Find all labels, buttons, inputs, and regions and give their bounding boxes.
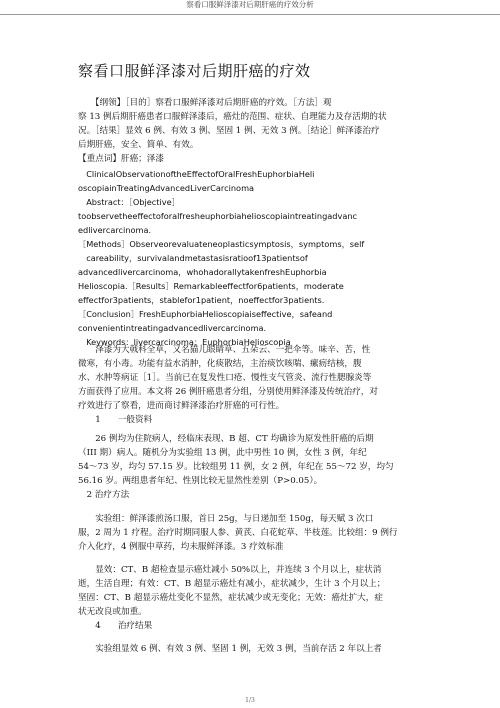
intro-line: 微寒，有小毒。功能有益水消肿，化痰散结，主治痰饮咳喘、瘰疬结核，腹: [78, 359, 362, 369]
abstract-en-line: effectfor3patients，stablefor1patient，noeffectfor3patients.: [78, 295, 325, 305]
section2-line: 服，2 周为 1 疗程。治疗时期同服人参、黄芪、白花蛇草、半枝莲。比较组：9 例行: [78, 528, 398, 538]
abstract-en-line: Abstract：［Objective］: [78, 197, 180, 207]
page-number: 1/3: [245, 697, 255, 704]
abstract-en-line: ［Conclusion］FreshEuphorbiaHelioscopiaiseffective，safeand: [78, 309, 333, 319]
intro-line: 水、水肿等病证［1］。当前已在复发性口疮、慢性支气管炎、流行性腮腺炎等: [78, 373, 372, 383]
abstract-en: [78, 167, 423, 349]
abstract-en-line: convenientintreatingadvancedlivercarcinoma.: [78, 323, 267, 333]
abstract-en-line: Helioscopia.［Results］Remarkableeffectfor6patients，moderate: [78, 281, 344, 291]
abstract-en-line: ClinicalObservationoftheEffectofOralFreshEuphorbiaHeli: [78, 169, 315, 179]
abstract-cn-line: 察 13 例后期肝癌患者口服鲜泽漆后，癌灶的范围、症状、自理能力及存活期的状: [78, 112, 387, 122]
section3-line: 显效：CT、B 超检查显示癌灶减小 50%以上，并连续 3 个月以上，症状消: [78, 565, 382, 575]
intro-line: 方面获得了应用。本文将 26 例肝癌患者分组，分别使用鲜泽漆及传统治疗，对: [78, 387, 378, 397]
intro-line: 泽漆为大戟科全草，又名猫儿眼睛草、五朵云、一把伞等。味辛、苦，性: [78, 345, 371, 355]
section2-line: 实验组：鲜泽漆煎汤口服，首日 25g，与日递加至 150g，每天赋 3 次口: [78, 514, 374, 524]
keywords-en: Keywords：livercarcinoma；EuphorbiaHelioscopia: [78, 337, 291, 347]
section-results: [78, 642, 423, 656]
section1-line: 26 例均为住院病人，经临床表现、B 超、CT 均确诊为原发性肝癌的后期: [78, 434, 374, 444]
abstract-en-line: edlivercarcinoma.: [78, 225, 152, 235]
section-general-data: [78, 432, 423, 502]
abstract-cn-line: 后期肝癌，安全、简单、有效。: [78, 140, 199, 150]
section-heading-general: 1 一般资料: [78, 415, 153, 425]
abstract-cn: [78, 96, 423, 166]
section3-line: 逝，生活自理；有效：CT、B 超显示癌灶有减小，症状减少，生计 3 个月以上；: [78, 579, 386, 589]
section3-line: 坚固：CT、B 超显示癌灶变化不显然，症状减少或无变化；无效：癌灶扩大，症: [78, 593, 383, 603]
abstract-en-line: toobservetheeffectoforalfresheuphorbiahelioscopiaintreatingadvanc: [78, 211, 358, 221]
abstract-en-line: careability，survivalandmetastasisratioof13patientsof: [78, 253, 308, 263]
section1-line: 54～73 岁，均匀 57.15 岁。比较组男 11 例，女 2 例，年纪在 55～72 岁，均匀: [78, 462, 394, 472]
section-heading-results: 4 治疗结果: [78, 621, 153, 631]
section2-line: 介入化疗，4 例服中草药，均未服鲜泽漆。3 疗效标准: [78, 542, 284, 552]
abstract-cn-line: 【纲领】［目的］察看口服鲜泽漆对后期肝癌的疗效。［方法］观: [78, 98, 332, 108]
abstract-cn-line: 况。［结果］显效 6 例、有效 3 例、坚固 1 例、无效 3 例。［结论］鲜泽漆治疗: [78, 126, 380, 136]
abstract-en-line: advancedlivercarcinoma，whohadorallytakenfreshEuphorbia: [78, 267, 327, 277]
abstract-en-line: ［Methods］Observeorevaluateneoplasticsymptosis，symptoms，self: [78, 239, 365, 249]
section-heading-method: 2 治疗方法: [78, 490, 130, 500]
section3-line: 状无改良或加重。: [78, 607, 147, 617]
keywords-cn: 【重点词】肝癌；泽漆: [78, 154, 164, 164]
section4-line: 实验组显效 6 例、有效 3 例、坚固 1 例，无效 3 例，当前存活 2 年以上者: [78, 644, 382, 654]
section-treatment: [78, 512, 423, 554]
section-criteria: [78, 563, 423, 633]
page-title: 察看口服鲜泽漆对后期肝癌的疗效: [78, 62, 311, 80]
section1-line: 56.16 岁。两组患者年纪、性别比较无显然性差别（P>0.05）。: [78, 476, 323, 486]
header-text: 察看口服鲜泽漆对后期肝癌的疗效分析: [186, 0, 314, 9]
intro-line: 疗效进行了察看，进而商讨鲜泽漆治疗肝癌的可行性。: [78, 401, 285, 411]
section1-line: （III 期）病人。随机分为实验组 13 例，此中男性 10 例，女性 3 例，年纪: [78, 448, 367, 458]
document-header: [0, 0, 500, 15]
abstract-en-line: oscopiainTreatingAdvancedLiverCarcinoma: [78, 183, 255, 193]
intro-paragraph: [78, 343, 423, 427]
